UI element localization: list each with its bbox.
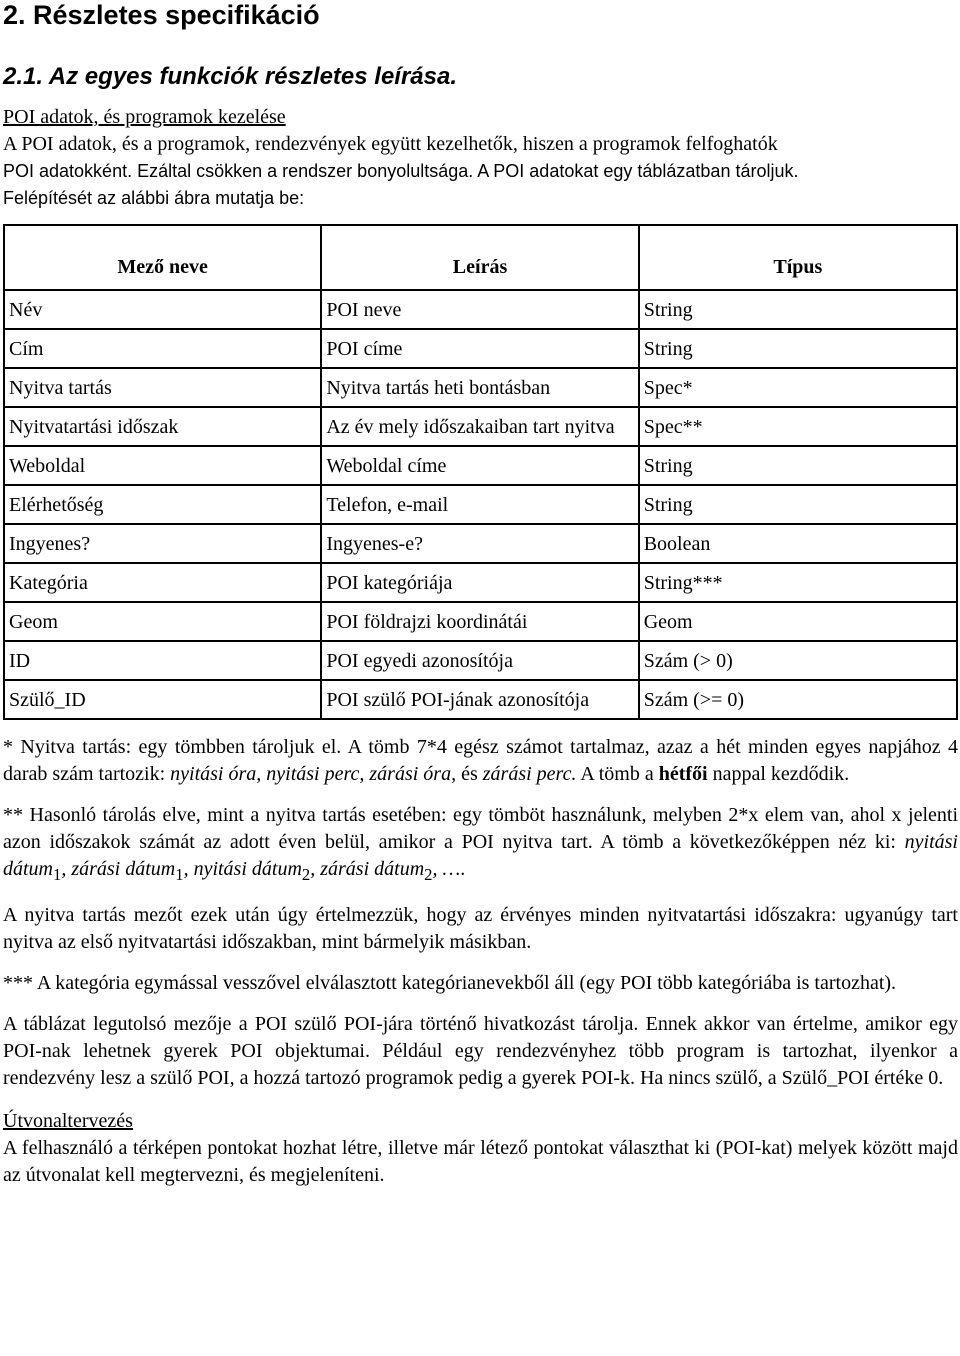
table-cell-description: Az év mely időszakaiban tart nyitva (321, 407, 638, 446)
table-row (4, 485, 957, 524)
table-row (4, 329, 957, 368)
note-italic: , … (432, 858, 461, 880)
table-cell-field: Kategória (4, 563, 321, 602)
paragraph-opening-interpretation: A nyitva tartás mezőt ezek után úgy értelmezzük, hogy az érvényes minden nyitvatartási időszakra: ugyanúgy tart nyitva az első nyitvatartási időszakban, mint bármelyik másikban. (3, 904, 958, 953)
note-text: . (460, 858, 466, 880)
table-row (4, 563, 957, 602)
intro-subtitle-text: POI adatok, és programok kezelése (3, 106, 286, 128)
note-italic: nyitási óra, nyitási perc, zárási óra, (170, 763, 457, 785)
table-cell-type: String*** (639, 563, 957, 602)
table-cell-description: POI neve (321, 290, 638, 329)
table-row (4, 446, 957, 485)
table-cell-description: Ingyenes-e? (321, 524, 638, 563)
note-text: A tömb a (576, 763, 659, 785)
table-header-cell: Típus (639, 225, 957, 290)
section-heading: 2.1. Az egyes funkciók részletes leírása. (3, 63, 458, 90)
note-text: * Nyitva tartás: egy tömbben tároljuk el. A tömb 7*4 egész számot tartalmaz, azaz a hét minden egyes napjához 4 darab szám tartozik: (3, 736, 958, 785)
table-cell-description: POI szülő POI-jának azonosítója (321, 680, 638, 719)
table-row (4, 368, 957, 407)
table-cell-field: Ingyenes? (4, 524, 321, 563)
table-cell-type: String (639, 446, 957, 485)
table-cell-type: Geom (639, 602, 957, 641)
table-cell-description: Nyitva tartás heti bontásban (321, 368, 638, 407)
table-cell-field: Név (4, 290, 321, 329)
table-row (4, 524, 957, 563)
table-header-cell: Mező neve (4, 225, 321, 290)
table-cell-type: String (639, 329, 957, 368)
routing-paragraph: A felhasználó a térképen pontokat hozhat létre, illetve már létező pontokat választhat ki (POI-kat) melyek között majd az útvonalat kell megtervezni, és megjeleníteni. (3, 1137, 958, 1186)
intro-subtitle (3, 104, 958, 131)
table-cell-type: Szám (>= 0) (639, 680, 957, 719)
table-cell-type: String (639, 290, 957, 329)
routing-subtitle-text: Útvonaltervezés (3, 1110, 133, 1132)
note-text: ** Hasonló tárolás elve, mint a nyitva tartás esetében: egy tömböt használunk, melyben 2*x elem van, ahol x jelenti azon időszakok számát az adott éven belül, amikor a POI nyitva tart. A tömb a következőképpen néz ki: (3, 804, 958, 853)
table-cell-field: ID (4, 641, 321, 680)
table-cell-description: Telefon, e-mail (321, 485, 638, 524)
table-cell-field: Nyitvatartási időszak (4, 407, 321, 446)
table-cell-description: POI egyedi azonosítója (321, 641, 638, 680)
note-subscript: 2 (424, 865, 433, 884)
note-italic: , zárási dátum (310, 858, 425, 880)
paragraph-parent-poi: A táblázat legutolsó mezője a POI szülő POI-jára történő hivatkozást tárolja. Ennek akkor van értelme, amikor egy POI-nak lehetnek gyerek POI objektumai. Például egy rendezvényhez több program is tartozhat, ilyenkor a rendezvény lesz a szülő POI, a hozzá tartozó programok pedig a gyerek POI-k. Ha nincs szülő, a Szülő_POI értéke 0. (3, 1013, 958, 1089)
document-page (3, 0, 958, 1189)
footnote-category: *** A kategória egymással vesszővel elválasztott kategórianevekből áll (egy POI több kategóriába is tartozhat). (3, 972, 897, 994)
poi-field-table (3, 224, 958, 720)
table-cell-field: Geom (4, 602, 321, 641)
table-header-cell: Leírás (321, 225, 638, 290)
intro-line-1: A POI adatok, és a programok, rendezvények együtt kezelhetők, hiszen a programok felfoghatók (3, 133, 778, 155)
table-cell-description: POI kategóriája (321, 563, 638, 602)
footnote-opening-periods (3, 802, 958, 888)
note-text: nappal kezdődik. (707, 763, 850, 785)
table-cell-field: Szülő_ID (4, 680, 321, 719)
table-cell-type: Szám (> 0) (639, 641, 957, 680)
intro-line-2 (3, 158, 958, 185)
table-cell-type: Spec* (639, 368, 957, 407)
note-subscript: 2 (301, 865, 311, 884)
chapter-heading: 2. Részletes specifikáció (3, 0, 320, 30)
note-subscript: 1 (53, 865, 62, 884)
note-bold: hétfői (658, 763, 708, 785)
routing-subtitle (3, 1108, 958, 1135)
table-cell-description: POI címe (321, 329, 638, 368)
intro-line-3-text: Felépítését az alábbi ábra mutatja be: (3, 188, 305, 208)
table-cell-field: Nyitva tartás (4, 368, 321, 407)
table-row (4, 407, 957, 446)
table-cell-type: Boolean (639, 524, 957, 563)
note-italic: , zárási dátum (61, 858, 176, 880)
table-cell-type: String (639, 485, 957, 524)
intro-line-3 (3, 185, 958, 212)
intro-line-2-text: POI adatokként. Ezáltal csökken a rendszer bonyolultsága. A POI adatokat egy táblázatban tároljuk. (3, 161, 799, 181)
table-cell-field: Weboldal (4, 446, 321, 485)
table-cell-description: POI földrajzi koordinátái (321, 602, 638, 641)
table-cell-description: Weboldal címe (321, 446, 638, 485)
table-row (4, 602, 957, 641)
table-cell-field: Elérhetőség (4, 485, 321, 524)
table-cell-type: Spec** (639, 407, 957, 446)
note-text: és (456, 763, 483, 785)
note-italic: , nyitási dátum (183, 858, 302, 880)
table-row (4, 290, 957, 329)
note-italic: zárási perc. (482, 763, 577, 785)
table-header-row (4, 225, 957, 290)
note-subscript: 1 (175, 865, 184, 884)
table-row (4, 641, 957, 680)
footnote-opening-hours (3, 734, 958, 788)
table-cell-field: Cím (4, 329, 321, 368)
table-row (4, 680, 957, 719)
note-italic: nyitási dátum (3, 831, 958, 880)
